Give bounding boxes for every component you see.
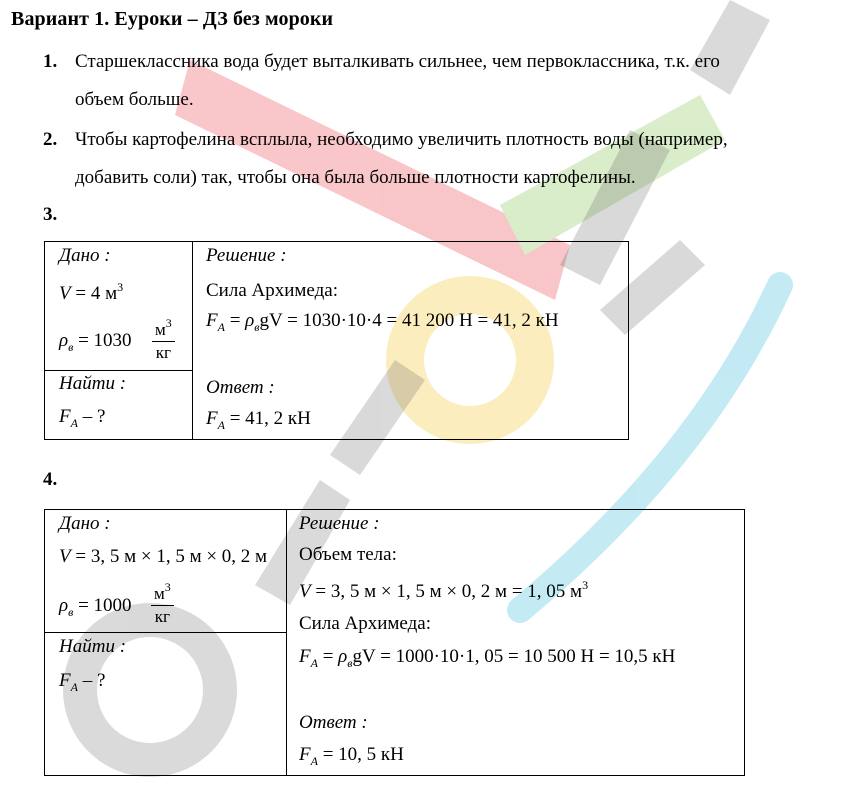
item-text-line1: Старшеклассника вода будет выталкивать сильнее, чем первоклассника, т.к. его <box>75 51 720 72</box>
archimedes-formula: $F_A = \rho_вgV = 1000\cdot 10\cdot 1$, 05 = 10 500 Н = 10,5 кН <box>299 646 676 670</box>
answer-label: Ответ : <box>299 712 368 733</box>
given-density: $\rho_в = 1000$ <box>59 595 132 619</box>
item-text-line2: объем больше. <box>75 89 194 110</box>
task-4-table <box>44 509 745 776</box>
given-volume: V = 3, 5 м × 1, 5 м × 0, 2 м <box>59 546 268 567</box>
answer-label: Ответ : <box>206 377 275 398</box>
task-3-table <box>44 241 629 440</box>
density-unit: $м^3$ кг <box>152 316 175 363</box>
answer-item-1 <box>43 43 843 123</box>
page-title: Вариант 1. Еуроки – ДЗ без мороки <box>11 8 334 30</box>
find-force: $F_A$ – ? <box>59 670 106 694</box>
given-volume: V = 4 $м^3$ <box>59 280 124 304</box>
find-force: $F_A$ – ? <box>59 406 106 430</box>
given-label: Дано : <box>59 513 111 534</box>
find-label: Найти : <box>59 636 127 657</box>
task-4-number: 4. <box>43 469 58 490</box>
solution-label: Решение : <box>299 513 380 534</box>
find-label: Найти : <box>59 373 127 394</box>
answer-value: $F_A = 41$, 2 кН <box>206 408 311 432</box>
answer-item-2 <box>43 121 843 201</box>
task-3-number: 3. <box>43 204 58 225</box>
item-number: 1. <box>43 51 58 72</box>
archimedes-title: Сила Архимеда: <box>299 613 431 634</box>
density-unit: $м^3$ кг <box>151 580 174 627</box>
given-label: Дано : <box>59 245 111 266</box>
item-number: 2. <box>43 129 58 150</box>
given-density: $\rho_в = 1030$ <box>59 330 132 354</box>
archimedes-formula: $F_A = \rho_вgV = 1030\cdot 10\cdot 4 = 41$ 200 Н = 41, 2 кН <box>206 310 559 334</box>
archimedes-title: Сила Архимеда: <box>206 280 338 301</box>
item-text-line1: Чтобы картофелина всплыла, необходимо увеличить плотность воды (например, <box>75 129 728 150</box>
volume-formula: V = 3, 5 м × 1, 5 м × 0, 2 м = 1, 05 $м^3$ <box>299 578 589 602</box>
answer-value: $F_A = 10$, 5 кН <box>299 744 404 768</box>
solution-label: Решение : <box>206 245 287 266</box>
item-text-line2: добавить соли) так, чтобы она была больше плотности картофелины. <box>75 167 636 188</box>
volume-title: Объем тела: <box>299 544 397 565</box>
